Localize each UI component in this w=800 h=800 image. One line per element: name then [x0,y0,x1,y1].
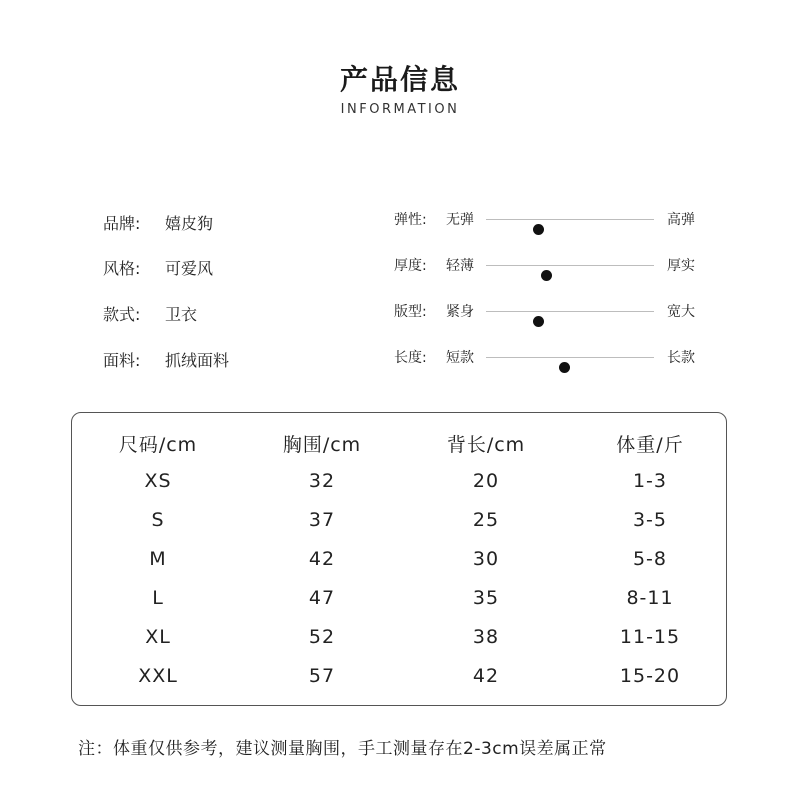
slider-dot [541,270,552,281]
slider-min-label: 无弹 [446,212,474,228]
table-row [72,470,728,500]
table-header-cell: 体重/斤 [616,434,684,456]
table-cell: 57 [308,665,336,687]
slider-max-label: 厚实 [667,258,695,274]
slider-label: 版型: [394,304,427,320]
table-cell: 3-5 [632,509,668,531]
slider-dot [533,224,544,235]
table-cell: 52 [308,626,336,648]
info-value: 抓绒面料 [165,351,230,370]
slider-max-label: 长款 [667,350,695,366]
info-label: 面料: [103,351,141,370]
table-cell: 47 [308,587,336,609]
info-row-type [103,302,198,325]
info-label: 款式: [103,305,141,324]
info-row-style [103,256,214,279]
slider-label: 厚度: [394,258,427,274]
slider-row-fit [394,301,704,323]
table-header-cell: 尺码/cm [118,434,198,456]
table-row [72,665,728,695]
slider-row-elasticity [394,209,704,231]
table-row [72,626,728,656]
slider-min-label: 紧身 [446,304,474,320]
table-cell: L [152,587,164,609]
slider-track [486,219,654,220]
page-title: 产品信息 [339,63,460,96]
slider-track [486,311,654,312]
table-cell: 37 [308,509,336,531]
table-header-cell: 背长/cm [446,434,526,456]
size-table [71,412,727,706]
table-cell: 38 [472,626,500,648]
table-cell: M [149,548,167,570]
slider-dot [559,362,570,373]
table-cell: 1-3 [632,470,668,492]
slider-label: 弹性: [394,212,427,228]
slider-row-thickness [394,255,704,277]
page-subtitle: INFORMATION [340,102,460,117]
table-cell: 32 [308,470,336,492]
table-row [72,587,728,617]
table-header-cell: 胸围/cm [282,434,362,456]
table-cell: 11-15 [619,626,681,648]
slider-row-length [394,347,704,369]
table-cell: XL [145,626,171,648]
table-cell: S [151,509,165,531]
table-cell: XS [144,470,172,492]
table-cell: 35 [472,587,500,609]
slider-max-label: 高弹 [667,212,695,228]
info-value: 嬉皮狗 [165,214,214,233]
slider-min-label: 短款 [446,350,474,366]
info-value: 可爱风 [165,259,214,278]
info-row-fabric [103,348,230,371]
slider-max-label: 宽大 [667,304,695,320]
slider-track [486,357,654,358]
slider-track [486,265,654,266]
table-cell: 25 [472,509,500,531]
table-cell: 5-8 [632,548,668,570]
table-cell: 20 [472,470,500,492]
info-label: 品牌: [103,214,141,233]
info-value: 卫衣 [165,305,198,324]
table-cell: 30 [472,548,500,570]
table-cell: 42 [472,665,500,687]
table-row [72,548,728,578]
table-cell: 42 [308,548,336,570]
table-cell: XXL [138,665,178,687]
table-cell: 15-20 [619,665,681,687]
slider-dot [533,316,544,327]
slider-label: 长度: [394,350,427,366]
table-row [72,509,728,539]
footnote: 注：体重仅供参考，建议测量胸围，手工测量存在2-3cm误差属正常 [78,739,607,759]
info-row-brand [103,211,214,234]
table-cell: 8-11 [626,587,674,609]
table-header-row [72,430,728,460]
info-label: 风格: [103,259,141,278]
slider-min-label: 轻薄 [446,258,474,274]
